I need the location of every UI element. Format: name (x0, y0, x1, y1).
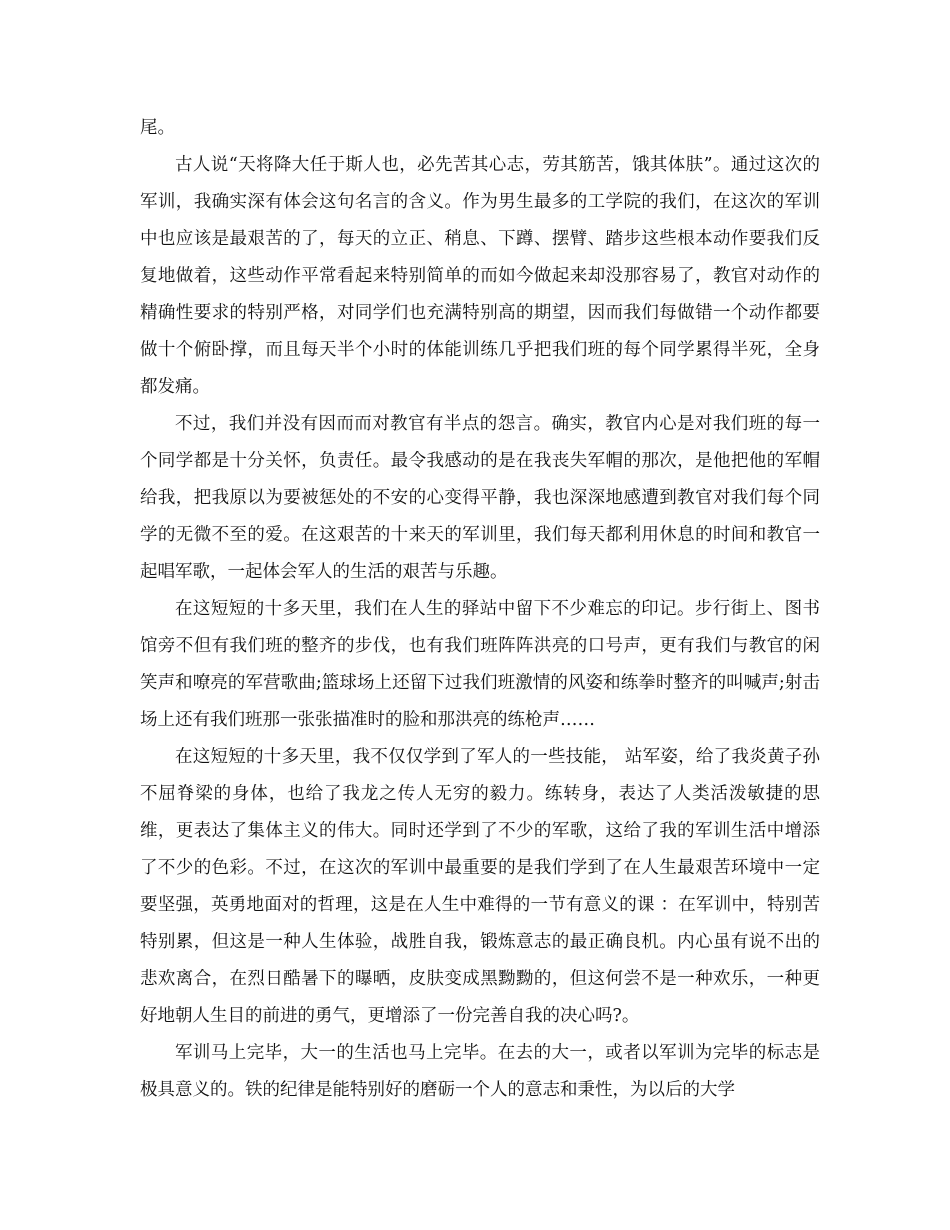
paragraph-skills-learned: 在这短短的十多天里，我不仅仅学到了军人的一些技能， 站军姿，给了我炎黄子孙不屈脊梁的身体，也给了我龙之传人无穷的毅力。练转身，表达了人类活泼敏捷的思维，更表达了集体主义的伟大。同时还学到了不少的军歌，这给了我的军训生活中增添了不少的色彩。不过，在这次的军训中最重要的是我们学到了在人生最艰苦环境中一定要坚强，英勇地面对的哲理，这是在人生中难得的一节有意义的课 ：在军训中，特别苦特别累，但这是一种人生体验，战胜自我，锻炼意志的最正确良机。内心虽有说不出的悲欢离合，在烈日酷暑下的曝晒，皮肤变成黑黝黝的，但这何尝不是一种欢乐，一种更好地朝人生目的前进的勇气，更增添了一份完善自我的决心吗?。 (140, 747, 820, 1026)
paragraph-ancient-saying: 古人说“天将降大任于斯人也，必先苦其心志，劳其筋苦，饿其体肤”。通过这次的军训，我确实深有体会这句名言的含义。作为男生最多的工学院的我们，在这次的军训中也应该是最艰苦的了，每天的立正、稍息、下蹲、摆臂、踏步这些根本动作要我们反复地做着，这些动作平常看起来特别简单的而如今做起来却没那容易了，教官对动作的精确性要求的特别严格，对同学们也充满特别高的期望，因而我们每做错一个动作都要做十个俯卧撑，而且每天半个小时的体能训练几乎把我们班的每个同学累得半死，全身都发痛。 (140, 155, 820, 397)
paragraph-instructor-care: 不过，我们并没有因而而对教官有半点的怨言。确实，教官内心是对我们班的每一个同学都是十分关怀，负责任。最令我感动的是在我丧失军帽的那次，是他把他的军帽给我，把我原以为要被惩处的不安的心变得平静，我也深深地感遭到教官对我们每个同学的无微不至的爱。在这艰苦的十来天的军训里，我们每天都利用休息的时间和教官一起唱军歌，一起体会军人的生活的艰苦与乐趣。 (140, 414, 820, 582)
document-body (140, 110, 820, 1109)
paragraph-training-ending: 军训马上完毕，大一的生活也马上完毕。在去的大一，或者以军训为完毕的标志是极具意义的。铁的纪律是能特别好的磨砺一个人的意志和秉性，为以后的大学 (140, 1043, 820, 1100)
paragraph-memories: 在这短短的十多天里，我们在人生的驿站中留下不少难忘的印记。步行街上、图书馆旁不但有我们班的整齐的步伐，也有我们班阵阵洪亮的口号声，更有我们与教官的闲笑声和嘹亮的军营歌曲;篮球场上还留下过我们班激情的风姿和练拳时整齐的叫喊声;射击场上还有我们班那一张张描准时的脸和那洪亮的练枪声…… (140, 599, 820, 730)
paragraph-continuation: 尾。 (140, 118, 175, 138)
